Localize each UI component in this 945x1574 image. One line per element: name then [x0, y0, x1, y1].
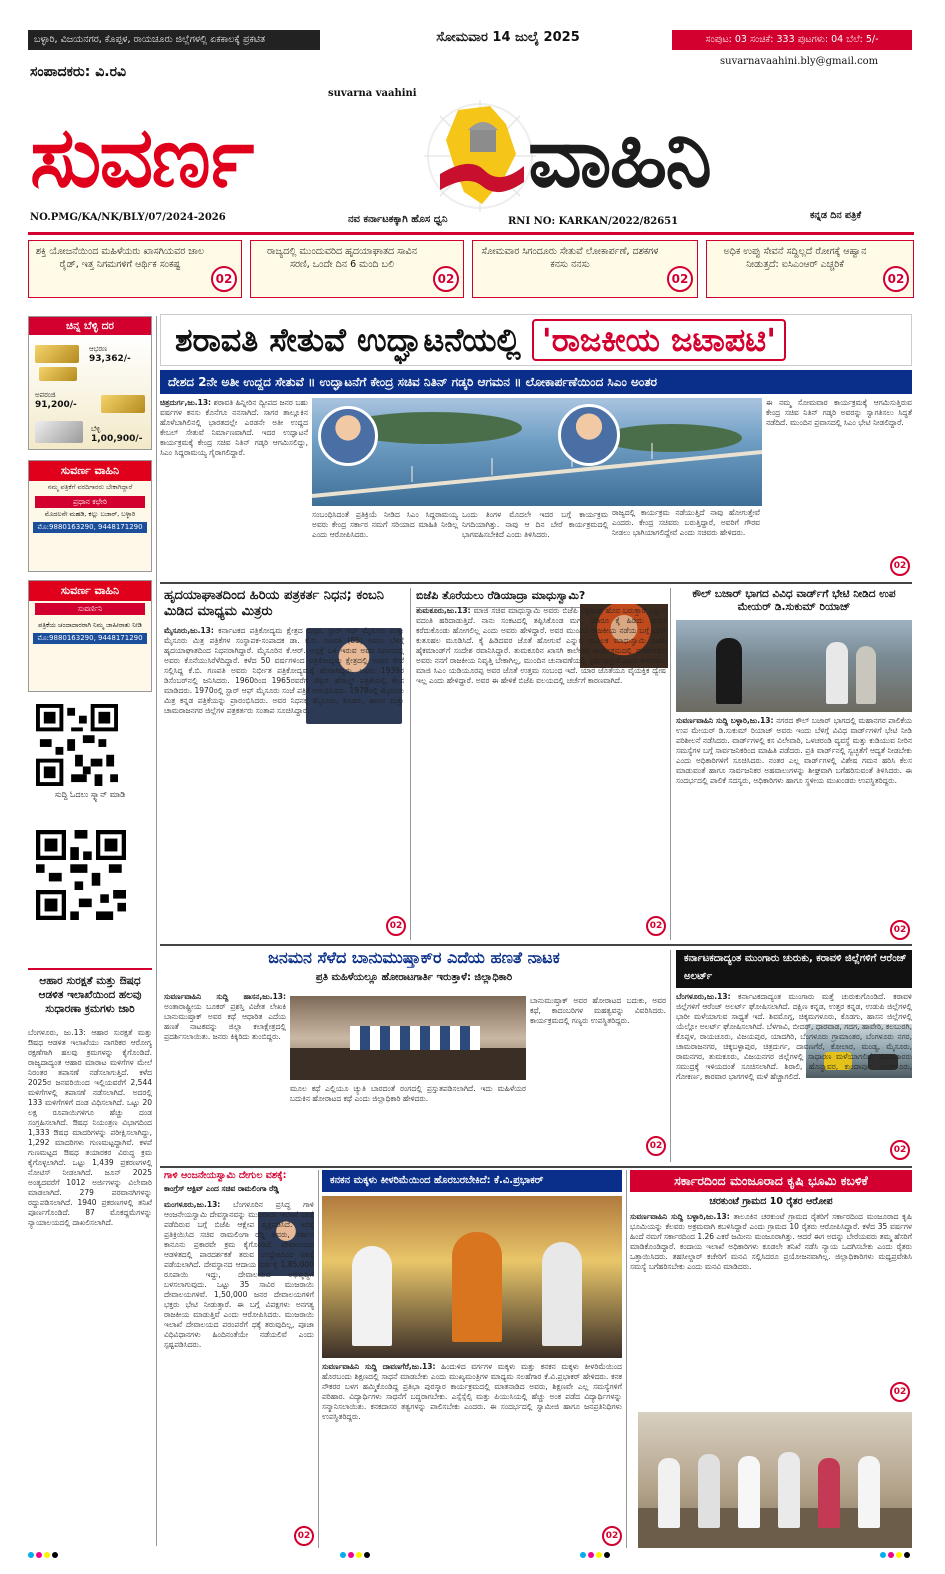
story8-headline[interactable]: ಸರ್ಕಾರದಿಂದ ಮಂಜೂರಾದ ಕೃಷಿ ಭೂಮಿ ಕಬಳಿಕೆ: [630, 1170, 912, 1192]
column-divider: [626, 1170, 627, 1548]
ward-visit-photo: [676, 620, 912, 712]
gold-bar-icon: [35, 345, 79, 363]
story4-body-col3: ಬಾನುಮುಷ್ತಾಕ್ ಅವರ ಹೋರಾಟದ ಬದುಕು, ಅವರ ಕಥೆ, ಕಾದಂಬರಿಗಳ ಮಹತ್ವವನ್ನು ವಿವರಿಸಿದರು. ಕಾರ್ಯಕ್ರಮದಲ್ಲಿ ಗಣ್ಯರು ಉಪಸ್ಥಿತರಿದ್ದರು.: [530, 996, 666, 1025]
gold-bar-icon: [101, 395, 145, 413]
story3-page-number: 02: [890, 920, 910, 940]
lead-body-col4: [612, 398, 760, 578]
ad-label: ಪ್ರಧಾನ ಕಛೇರಿ: [35, 496, 145, 508]
teaser-text: ಶಕ್ತಿ ಯೋಜನೆಯಿಂದ ಮಹಿಳೆಯರು ಖಾಸಗಿಯವರ ಜಾಲ ರೈಡ್, ಇತ್ತ ನಿಗಮಗಳಿಗೆ ಆರ್ಥಿಕ ಸಂಕಷ್ಟ: [35, 246, 205, 270]
contact-email[interactable]: suvarnavaahini.bly@gmail.com: [720, 56, 879, 67]
farmers-group-photo: [638, 1412, 912, 1548]
gold-22k-label: ಆಭರಣ: [89, 345, 108, 353]
story6-page-number: 02: [294, 1526, 314, 1546]
sidebar-headline[interactable]: ಆಹಾರ ಸುರಕ್ಷತೆ ಮತ್ತು ಔಷಧ ಆಡಳಿತ ಇಲಾಖೆಯಿಂದ ಹಲವು ಸುಧಾರಣಾ ಕ್ರಮಗಳು ಜಾರಿ: [28, 968, 152, 1016]
lead-body-text: ರಾಜ್ಯದಲ್ಲಿ ಕಾರ್ಯಕ್ರಮ ನಡೆಯುತ್ತಿದೆ ನಾವು ಹೋಗುತ್ತೇವೆ ಎಂದರು. ಕೇಂದ್ರ ಸಚಿವರು ಬರುತ್ತಿದ್ದಾರೆ, ಅವರಿಗೆ ಗೌರವ ನೀಡಲು ಭಾಗಿಯಾಗಲಿದ್ದೇವೆ ಎಂದು ಸಚಿವರು ಹೇಳಿದರು.: [612, 508, 760, 537]
story8-text: ತಾಲೂಕಿನ ಚರಕುಂಟೆ ಗ್ರಾಮದ ರೈತರಿಗೆ ಸರ್ಕಾರದಿಂದ ಮಂಜೂರಾದ ಕೃಷಿ ಭೂಮಿಯನ್ನು ಕೆಲವರು ಅಕ್ರಮವಾಗಿ ಕಬಳಿಸಿದ್ದಾರೆ ಎಂದು ಗ್ರಾಮದ 10 ರೈತರು ಆರೋಪಿಸಿದ್ದಾರೆ. ಕಳೆದ 35 ವರ್ಷಗಳ ಹಿಂದೆ ನಮಗೆ ಸರ್ಕಾರದಿಂದ 1.26 ಎಕರೆ ಜಮೀನು ಮಂಜೂರಾಗಿತ್ತು. ಆದರೆ ಈಗ ಅದನ್ನು ಬೇರೆಯವರು ತಮ್ಮ ಹೆಸರಿಗೆ ಮಾಡಿಕೊಂಡಿದ್ದಾರೆ. ಕಂದಾಯ ಇಲಾಖೆ ಅಧಿಕಾರಿಗಳು ಕೂಡಲೇ ತನಿಖೆ ನಡೆಸಿ ನ್ಯಾಯ ಒದಗಿಸಬೇಕು ಎಂದು ರೈತರು ಒತ್ತಾಯಿಸಿದರು. ತಹಸೀಲ್ದಾರ್ ಕಚೇರಿಗೆ ಮನವಿ ಸಲ್ಲಿಸಿದರೂ ಪ್ರಯೋಜನವಾಗಿಲ್ಲ. ಜಿಲ್ಲಾಧಿಕಾರಿಗಳು ಮಧ್ಯಪ್ರವೇಶಿಸಿ ಸಮಸ್ಯೆ ಬಗೆಹರಿಸಬೇಕು ಎಂದು ಮನವಿ ಮಾಡಿದರು.: [630, 1212, 912, 1271]
brand-small: suvarna vaahini: [328, 88, 417, 99]
lead-subhead: ದೇಶದ 2ನೇ ಅತೀ ಉದ್ದದ ಸೇತುವೆ ॥ ಉದ್ಘಾಟನೆಗೆ ಕೇಂದ್ರ ಸಚಿವ ನಿತಿನ್ ಗಡ್ಕರಿ ಆಗಮನ ॥ ಲೋಕಾರ್ಪಣೆಯಿಂದ ಸಿಎಂ ಅಂತರ: [160, 370, 912, 394]
story7-headline[interactable]: ಕನಕನ ಮಕ್ಕಳು ಕೀಳರಿಮೆಯಿಂದ ಹೊರಬರಬೇಕಿದೆ: ಕೆ.ವಿ.ಪ್ರಭಾಕರ್: [322, 1170, 622, 1192]
story5-page-number: 02: [890, 1140, 910, 1160]
rni-number: RNI NO: KARKAN/2022/82651: [508, 216, 679, 227]
karnataka-map-emblem-icon: [420, 96, 540, 216]
qr-code-icon[interactable]: [36, 704, 118, 786]
story7-dateline: ಸುವರ್ಣವಾಹಿನಿ ಸುದ್ದಿ ದಾವಣಗೆರೆ,ಜು.13:: [322, 1362, 436, 1371]
story4-subheadline: ಪ್ರತಿ ಮಹಿಳೆಯಲ್ಲೂ ಹೋರಾಟಗಾರ್ತಿ ಇರುತ್ತಾಳೆ: ಜಿಲ್ಲಾಧಿಕಾರಿ: [315, 972, 513, 983]
teaser-4[interactable]: [706, 240, 914, 298]
gold-rates-body: [29, 335, 151, 450]
teaser-text: ರಾಜ್ಯದಲ್ಲಿ ಮುಂದುವರಿದ ಹೃದಯಾಘಾತದ ಸಾವಿನ ಸರಣಿ, ಒಂದೇ ದಿನ 6 ಮಂದಿ ಬಲಿ: [267, 246, 417, 270]
ad-logo: ಸುವರ್ಣ ವಾಹಿನಿ: [29, 461, 151, 481]
story8-dateline: ಸುವರ್ಣವಾಹಿನಿ ಸುದ್ದಿ ಬಳ್ಳಾರಿ,ಜು.13:: [630, 1212, 730, 1221]
story1-dateline: ಮೈಸೂರು,ಜು.13:: [164, 626, 214, 635]
story3-headline[interactable]: ಕೌಲ್ ಬಜಾರ್ ಭಾಗದ ವಿವಿಧ ವಾರ್ಡ್‌ಗೆ ಭೇಟಿ ನೀಡಿದ ಉಪ ಮೇಯರ್ ಡಿ.ಸುಕುಮ್ ರಿಯಾಜ್: [692, 588, 896, 613]
story2-headline[interactable]: ಬಿಜೆಪಿ ತೊರೆಯಲು ರೆಡಿಯಾದ್ರಾ ಮಾಧುಸ್ವಾಮಿ?: [416, 588, 666, 608]
registration-number: NO.PMG/KA/NK/BLY/07/2024-2026: [30, 212, 226, 223]
teaser-page-number: 02: [883, 266, 909, 292]
ad-logo: ಸುವರ್ಣ ವಾಹಿನಿ: [29, 581, 151, 601]
registration-marks: [880, 1552, 910, 1560]
cm-portrait: [558, 404, 620, 466]
qr-caption: ಸುದ್ದಿ ಓದಲು ಸ್ಕ್ಯಾನ್ ಮಾಡಿ: [54, 790, 126, 799]
story1-page-number: 02: [386, 916, 406, 936]
drama-event-photo: [290, 996, 526, 1080]
masthead-title-right: ವಾಹಿನಿ: [528, 107, 710, 206]
column-divider: [318, 1170, 319, 1548]
column-divider: [670, 950, 671, 1162]
story4-headline[interactable]: ಜನಮನ ಸೆಳೆದ ಬಾನುಮುಷ್ತಾಕ್‌ರ ಎದೆಯ ಹಣತೆ ನಾಟಕ: [268, 948, 560, 967]
story1-text: ಕರ್ನಾಟಕದ ಪತ್ರಿಕೋದ್ಯಮ ಕ್ಷೇತ್ರದ ದಿಗ್ಗಜ, ಸ್ಟಾರ್ ಆಫ್ ಮೈಸೂರು ಮತ್ತು ಮೈಸೂರು ಮಿತ್ರ ಪತ್ರಿಕೆಗಳ ಸಂಸ್ಥಾಪಕ-ಸಂಪಾದಕ ಡಾ. ಕೆ.ಬಿ. ಗಣಪತಿ (85) ಅವರು ಬೆಳಿಗ್ಗೆ ಹೃದಯಾಘಾತದಿಂದ ನಿಧನರಾಗಿದ್ದಾರೆ. ಮೈಸೂರಿನ ಕೆ.ಆರ್. ಆಸ್ಪತ್ರೆ ಬಳಿ ಇರುವ ಅವರ ನಿವಾಸದಲ್ಲಿ ಅವರು ಕೊನೆಯುಸಿರೆಳೆದಿದ್ದಾರೆ. ಕಳೆದ 50 ವರ್ಷಗಳಿಂದ ಪತ್ರಿಕೋದ್ಯಮ ಕ್ಷೇತ್ರದಲ್ಲಿ ಅಪಾರ ಸೇವೆ ಸಲ್ಲಿಸಿದ್ದ ಕೆ.ಬಿ. ಗಣಪತಿ ಅವರು ನಿರ್ಭೀತ ಪತ್ರಿಕೋದ್ಯಮಕ್ಕೆ ಹೆಸರಾಗಿದ್ದರು. ಅವರು 1939ರ ಡಿಸೆಂಬರ್‌ನಲ್ಲಿ ಜನಿಸಿದರು. 1960ರಿಂದ 1965ರವರೆಗೆ ಡೆಕ್ಕನ್ ಹೆರಾಲ್ಡ್ ಪತ್ರಿಕೆಯಲ್ಲಿ ಕೆಲಸ ಮಾಡಿದರು. 1970ರಲ್ಲಿ ಸ್ಟಾರ್ ಆಫ್ ಮೈಸೂರು ಸಂಜೆ ಪತ್ರಿಕೆ ಆರಂಭಿಸಿದರು. 1978ರಲ್ಲಿ ಮೈಸೂರು ಮಿತ್ರ ಕನ್ನಡ ಪತ್ರಿಕೆಯನ್ನು ಪ್ರಾರಂಭಿಸಿದರು. ಅವರ ನಿಧನಕ್ಕೆ ಮೈಸೂರು, ಕೊಡಗು, ಹಾಸನ ಮತ್ತು ಚಾಮರಾಜನಗರ ಜಿಲ್ಲೆಗಳ ಪತ್ರಕರ್ತರು ಸಂತಾಪ ಸೂಚಿಸಿದ್ದಾರೆ.: [164, 626, 404, 715]
story4-page-number: 02: [646, 1136, 666, 1156]
story6-body: [164, 1200, 314, 1548]
gold-24k-price: ಅಪರಂಜಿ 91,200/-: [35, 391, 77, 410]
story6-dateline: ಮಂಗಳೂರು,ಜು.13:: [164, 1200, 221, 1209]
lead-headline-highlight: 'ರಾಜಕೀಯ ಜಟಾಪಟಿ': [532, 319, 786, 361]
story4-body-col1: [164, 992, 286, 1162]
story2-body: [416, 606, 666, 940]
qr-code-icon[interactable]: [36, 830, 126, 920]
ad-subtitle: ನಮ್ಮ ಪತ್ರಿಕೆಗೆ ವರದಿಗಾರರು ಬೇಕಾಗಿದ್ದಾರೆ: [47, 483, 133, 491]
lead-headline[interactable]: [160, 314, 912, 366]
story2-dateline: ತುಮಕೂರು,ಜು.13:: [416, 606, 471, 615]
award-event-photo: [322, 1196, 622, 1358]
story4-body-col2: ಮೂಲ ಕಥೆ ಎಲ್ಲಿಯೂ ಚ್ಯುತಿ ಬಾರದಂತೆ ರಂಗದಲ್ಲಿ ಪ್ರಸ್ತುತಪಡಿಸಲಾಗಿದೆ. ಇದು ಮಹಿಳೆಯರ ಬದುಕಿನ ಹೋರಾಟದ ಕಥೆ ಎಂದು ಜಿಲ್ಲಾಧಿಕಾರಿ ಹೇಳಿದರು.: [290, 1084, 526, 1103]
story2-text: ಮಾಜಿ ಸಚಿವ ಮಾಧುಸ್ವಾಮಿ ಅವರು ಬಿಜೆಪಿ ಪಕ್ಷದಿಂದ ಹೊರ ಬರುತ್ತಾರೆ ಎನ್ನುವ ವದಂತಿ ಹರಿದಾಡುತ್ತಿದೆ. ನಾನು ಸಂಕಟದಲ್ಲಿ ತಪ್ಪಿಸಿಕೊಂಡ ಮಗ, ಯಾರೂ ಕೈ ಹಿಡಿದು ಮನೆಗೆ ಕರೆದುಕೊಂಡು ಹೋಗಲಿಲ್ಲ ಎಂದು ಅವರು ಹೇಳಿದ್ದಾರೆ. ಅವರ ಮುಂದಿನ ರಾಜಕೀಯ ನಡೆಯ ಬಗ್ಗೆ ಭಾರೀ ಕುತೂಹಲ ಮೂಡಿಸಿದೆ. ಕೈ ಹಿಡಿದವರ ಜೊತೆ ಹೋಗುವೆ ಎನ್ನುವ ಮೂಲಕ ಮಾಧುಸ್ವಾಮಿ ಬಿಜೆಪಿ ಹೈಕಮಾಂಡ್‌ಗೆ ಸಂದೇಶ ರವಾನಿಸಿದ್ದಾರೆ. ತುಮಕೂರಿನ ಖಾಸಗಿ ಕಾಲೇಜಿನ ಕಾರ್ಯಕ್ರಮದಲ್ಲಿ ಮಾತನಾಡಿದ ಅವರು ನನಗೆ ರಾಜಕೀಯ ನಿವೃತ್ತಿ ಬೇಕಾಗಿಲ್ಲ, ಮುಂದಿನ ಚುನಾವಣೆಯಲ್ಲಿ ಸ್ಪರ್ಧಿಸುತ್ತೇನೆ ಎಂದು ತಿಳಿಸಿದರು. ಮಾಜಿ ಸಿಎಂ ಯಡಿಯೂರಪ್ಪ ಅವರ ಜೊತೆ ಉತ್ತಮ ಸಂಬಂಧ ಇದೆ. ಯಾರ ಜೊತೆಯೂ ವೈಯಕ್ತಿಕ ದ್ವೇಷ ಇಲ್ಲ ಎಂದು ಹೇಳಿದ್ದಾರೆ. ಅವರ ಈ ಹೇಳಿಕೆ ಬಿಜೆಪಿ ವಲಯದಲ್ಲಿ ಚರ್ಚೆಗೆ ಕಾರಣವಾಗಿದೆ.: [416, 606, 666, 685]
issue-info: ಸಂಪುಟ: 03 ಸಂಚಿಕೆ: 333 ಪುಟಗಳು: 04 ಬೆಲೆ: 5/-: [672, 30, 912, 50]
story3-dateline: ಸುವರ್ಣವಾಹಿನಿ ಸುದ್ದಿ ಬಳ್ಳಾರಿ,ಜು.13:: [676, 716, 774, 725]
ad-text: ಪತ್ರಿಕೆಯ ಚಂದಾದಾರರಾಗಿ ನಿಮ್ಮ ಜಾಹೀರಾತು ನೀಡಿ: [38, 621, 142, 629]
story7-text: ಹಿಂದುಳಿದ ವರ್ಗಗಳ ಮಕ್ಕಳು ಮತ್ತು ಕನಕನ ಮಕ್ಕಳು ಕೀಳರಿಮೆಯಿಂದ ಹೊರಬಂದು ಶಿಕ್ಷಣದಲ್ಲಿ ಸಾಧನೆ ಮಾಡಬೇಕು ಎಂದು ಮುಖ್ಯಮಂತ್ರಿಗಳ ಮಾಧ್ಯಮ ಸಲಹೆಗಾರ ಕೆ.ವಿ.ಪ್ರಭಾಕರ್ ಹೇಳಿದರು. ಕನಕ ನೌಕರರ ಬಳಗ ಹಮ್ಮಿಕೊಂಡಿದ್ದ ಪ್ರತಿಭಾ ಪುರಸ್ಕಾರ ಕಾರ್ಯಕ್ರಮದಲ್ಲಿ ಮಾತನಾಡಿದ ಅವರು, ಶಿಕ್ಷಣವೇ ಎಲ್ಲ ಸಮಸ್ಯೆಗಳಿಗೆ ಪರಿಹಾರ. ವಿದ್ಯಾರ್ಥಿಗಳು ಸಾಧನೆಗೆ ಬದ್ಧರಾಗಬೇಕು. ಎಸ್ಸೆಸ್ಸೆಲ್ಸಿ ಮತ್ತು ಪಿಯುಸಿಯಲ್ಲಿ ಹೆಚ್ಚು ಅಂಕ ಪಡೆದ ವಿದ್ಯಾರ್ಥಿಗಳನ್ನು ಸನ್ಮಾನಿಸಲಾಯಿತು. ಕನಕದಾಸರ ತತ್ವಗಳನ್ನು ಪಾಲಿಸಬೇಕು ಎಂದರು. ಈ ಸಂದರ್ಭದಲ್ಲಿ ಸ್ವಾಮೀಜಿ ಹಾಗೂ ಜನಪ್ರತಿನಿಧಿಗಳು ಉಪಸ್ಥಿತರಿದ್ದರು.: [322, 1362, 622, 1421]
story5-body: [676, 992, 912, 1162]
story5-text: ಕರ್ನಾಟಕದಾದ್ಯಂತ ಮುಂಗಾರು ಮತ್ತೆ ಚುರುಕುಗೊಂಡಿದೆ. ಕರಾವಳಿ ಜಿಲ್ಲೆಗಳಿಗೆ ಆರೆಂಜ್ ಅಲರ್ಟ್ ಘೋಷಿಸಲಾಗಿದೆ. ದಕ್ಷಿಣ ಕನ್ನಡ, ಉತ್ತರ ಕನ್ನಡ, ಉಡುಪಿ ಜಿಲ್ಲೆಗಳಲ್ಲಿ ಭಾರೀ ಮಳೆಯಾಗುವ ಸಾಧ್ಯತೆ ಇದೆ. ಶಿವಮೊಗ್ಗ, ಚಿಕ್ಕಮಗಳೂರು, ಕೊಡಗು, ಹಾಸನ ಜಿಲ್ಲೆಗಳಲ್ಲಿ ಯೆಲ್ಲೋ ಅಲರ್ಟ್ ಘೋಷಿಸಲಾಗಿದೆ. ಬೆಳಗಾವಿ, ಬೀದರ್, ಧಾರವಾಡ, ಗದಗ, ಹಾವೇರಿ, ಕಲಬುರಗಿ, ಕೊಪ್ಪಳ, ರಾಯಚೂರು, ವಿಜಯಪುರ, ಯಾದಗಿರಿ, ಬೆಂಗಳೂರು ಗ್ರಾಮಾಂತರ, ಬೆಂಗಳೂರು ನಗರ, ಚಾಮರಾಜನಗರ, ಚಿಕ್ಕಬಳ್ಳಾಪುರ, ಚಿತ್ರದುರ್ಗ, ದಾವಣಗೆರೆ, ಕೋಲಾರ, ಮಂಡ್ಯ, ಮೈಸೂರು, ರಾಮನಗರ, ತುಮಕೂರು, ವಿಜಯನಗರ ಜಿಲ್ಲೆಗಳಲ್ಲಿ ಸಾಧಾರಣ ಮಳೆಯಾಗಲಿದೆ. ಮೀನುಗಾರರು ಸಮುದ್ರಕ್ಕೆ ಇಳಿಯದಂತೆ ಸೂಚಿಸಲಾಗಿದೆ. ಶಿರಾಲಿ, ಹೊನ್ನಾವರ, ಕುಂದಾಪುರ, ಮಂಗಳೂರು, ಗೋಕರ್ಣ, ಕಾರವಾರ ಭಾಗಗಳಲ್ಲಿ ಮಳೆ ಹೆಚ್ಚಾಗಲಿದೆ.: [676, 992, 912, 1081]
story2-page-number: 02: [646, 916, 666, 936]
section-divider: [160, 582, 912, 584]
teaser-2[interactable]: [250, 240, 464, 298]
lead-body-text: ಶರಾವತಿ ಹಿನ್ನೀರಿನ ದ್ವೀಪದ ಜನರ ಬಹು ವರ್ಷಗಳ ಕನಸು ಕೊನೆಗೂ ನನಸಾಗಿದೆ. ಸಾಗರ ತಾಲ್ಲೂಕಿನ ಹೊಳೆಬಾಗಿಲಿನಲ್ಲಿ ಭಾರತದಲ್ಲೇ ಎರಡನೇ ಅತೀ ಉದ್ದದ ಕೇಬಲ್ ಸೇತುವೆ ನಿರ್ಮಾಣವಾಗಿದೆ. ಇದರ ಉದ್ಘಾಟನೆ ಕಾರ್ಯಕ್ರಮಕ್ಕೆ ಕೇಂದ್ರ ಸಚಿವ ನಿತಿನ್ ಗಡ್ಕರಿ ಆಗಮಿಸಲಿದ್ದು, ಸಿಎಂ ಸಿದ್ದರಾಮಯ್ಯ ಗೈರಾಗಲಿದ್ದಾರೆ.: [160, 398, 308, 457]
gold-24k-label: ಅಪರಂಜಿ: [35, 391, 56, 399]
story7-page-number: 02: [602, 1526, 622, 1546]
registration-marks: [340, 1552, 370, 1560]
teaser-page-number: 02: [433, 266, 459, 292]
story7-body: [322, 1362, 622, 1548]
regions-strip: ಬಳ್ಳಾರಿ, ವಿಜಯನಗರ, ಕೊಪ್ಪಳ, ರಾಯಚೂರು ಜಿಲ್ಲೆಗಳಲ್ಲಿ ಏಕಕಾಲಕ್ಕೆ ಪ್ರಕಟಿತ: [28, 30, 320, 50]
section-divider: [160, 944, 912, 946]
teaser-1[interactable]: [28, 240, 242, 298]
ad-label: ಸುವರ್ಣಿನಿ: [35, 603, 145, 615]
gold-rates-title: ಚಿನ್ನ ಬೆಳ್ಳಿ ದರ: [29, 317, 151, 335]
lead-body-col1: [160, 398, 308, 578]
gold-silver-rates: [28, 316, 152, 450]
registration-marks: [580, 1552, 610, 1560]
lead-page-number: 02: [890, 556, 910, 576]
lead-body-col5: ಈ ನಮ್ಮ ಸೋಮವಾರ ಕಾರ್ಯಕ್ರಮಕ್ಕೆ ಆಗಮಿಸುತ್ತಿರುವ ಕೇಂದ್ರ ಸಚಿವ ನಿತಿನ್ ಗಡ್ಕರಿ ಅವರನ್ನು ಸ್ವಾಗತಿಸಲು ಸಿದ್ಧತೆ ನಡೆದಿದೆ. ಮುಂದಿನ ಪ್ರವಾಸದಲ್ಲಿ ಸಿಎಂ ಭೇಟಿ ನೀಡಲಿದ್ದಾರೆ.: [766, 398, 912, 427]
story6-text: ಬೆಂಗಳೂರಿನ ಪ್ರಸಿದ್ಧ ಗಾಳಿ ಆಂಜನೇಯಸ್ವಾಮಿ ದೇವಸ್ಥಾನವನ್ನು ಮುಜರಾಯಿ ಇಲಾಖೆ ವಶಕ್ಕೆ ಪಡೆದಿರುವ ಬಗ್ಗೆ ಬಿಜೆಪಿ ಆಕ್ಷೇಪ ವ್ಯಕ್ತಪಡಿಸಿದೆ. ಇದಕ್ಕೆ ಪ್ರತಿಕ್ರಿಯಿಸಿದ ಸಚಿವ ರಾಮಲಿಂಗಾ ರೆಡ್ಡಿ ಅವರು, ಸರ್ಕಾರ ಕಾನೂನು ಪ್ರಕಾರವೇ ಕ್ರಮ ಕೈಗೊಂಡಿದೆ. ದೇವಾಲಯದ ಆಡಳಿತದಲ್ಲಿ ಪಾರದರ್ಶಕತೆ ತರುವ ಉದ್ದೇಶದಿಂದ ವಶಕ್ಕೆ ಪಡೆಯಲಾಗಿದೆ. ದೇವಸ್ಥಾನದ ಆದಾಯ ವರ್ಷಕ್ಕೆ 1,85,000 ರೂಪಾಯಿ ಇದ್ದು, ದೇವಾಲಯದ ಅಭಿವೃದ್ಧಿಗೆ ಬಳಸಲಾಗುವುದು. ಒಟ್ಟು 35 ಸಾವಿರ ಮುಜರಾಯಿ ದೇವಾಲಯಗಳಿವೆ. 1,50,000 ಜನರ ದೇವಾಲಯಗಳಿಗೆ ಭಕ್ತರು ಭೇಟಿ ನೀಡುತ್ತಾರೆ. ಈ ಬಗ್ಗೆ ವಿಪಕ್ಷಗಳು ಅನಗತ್ಯ ರಾಜಕೀಯ ಮಾಡುತ್ತಿವೆ ಎಂದು ಆರೋಪಿಸಿದರು. ಮುಜರಾಯಿ ಇಲಾಖೆ ದೇವಾಲಯದ ಪರಂಪರೆಗೆ ಧಕ್ಕೆ ತರುವುದಿಲ್ಲ, ಪೂಜಾ ವಿಧಿವಿಧಾನಗಳು ಹಿಂದಿನಂತೆಯೇ ನಡೆಯಲಿವೆ ಎಂದು ಸ್ಪಷ್ಟಪಡಿಸಿದರು.: [164, 1200, 314, 1349]
story4-dateline: ಸುವರ್ಣವಾಹಿನಿ ಸುದ್ದಿ ಹಾಸನ,ಜು.13:: [164, 992, 286, 1001]
story8-body: [630, 1212, 912, 1408]
masthead-rule: [28, 232, 914, 235]
story8-page-number: 02: [890, 1382, 910, 1402]
teaser-text: ಸೋಮವಾರ ಸಿಗಂದೂರು ಸೇತುವೆ ಲೋಕಾರ್ಪಣೆ, ದಶಕಗಳ ಕನಸು ನನಸು: [481, 246, 659, 270]
editor-name: ಸಂಪಾದಕರು: ವಿ.ರವಿ: [30, 64, 127, 80]
gold-22k-price: ಆಭರಣ 93,362/-: [89, 345, 131, 364]
teaser-3[interactable]: [472, 240, 698, 298]
lead-dateline: ಚಿತ್ರದುರ್ಗ,ಜು.13:: [160, 398, 212, 407]
story5-headline[interactable]: ಕರ್ನಾಟಕದಾದ್ಯಂತ ಮುಂಗಾರು ಚುರುಕು, ಕರಾವಳಿ ಜಿಲ್ಲೆಗಳಿಗೆ ಆರೆಂಜ್ ಅಲರ್ಟ್: [676, 950, 912, 988]
story5-dateline: ಬೆಂಗಳೂರು,ಜು.13:: [676, 992, 731, 1001]
tagline: ನವ ಕರ್ನಾಟಕಕ್ಕಾಗಿ ಹೊಸ ಧ್ವನಿ: [348, 214, 448, 225]
gold-bar-icon: [39, 367, 77, 381]
story3-body: [676, 716, 912, 940]
teaser-page-number: 02: [211, 266, 237, 292]
silver-label: ಬೆಳ್ಳಿ: [91, 425, 101, 433]
ad-address: ಮೊದಲನೇ ಮಹಡಿ, ಕಲ್ಲು ಬಜಾರ್, ಬಳ್ಳಾರಿ: [44, 510, 136, 518]
issue-date: ಸೋಮವಾರ 14 ಜುಲೈ 2025: [436, 30, 580, 45]
lead-body-col3: ಒಂದು ತಿಂಗಳ ಮೊದಲೇ ಇದರ ಬಗ್ಗೆ ಕಾರ್ಯಕ್ರಮ ನಿಗದಿಯಾಗಿತ್ತು. ನಾವು ಆ ದಿನ ಬೇರೆ ಕಾರ್ಯಕ್ರಮದಲ್ಲಿ ಭಾಗವಹಿಸಬೇಕಿದೆ ಎಂದು ತಿಳಿಸಿದರು.: [462, 510, 608, 539]
masthead-title-left: ಸುವರ್ಣ: [30, 107, 253, 206]
gadkari-portrait: [318, 406, 378, 466]
lead-body-col2: ಸಂಬಂಧಿಸಿದಂತೆ ಪ್ರತಿಕ್ರಿಯೆ ನೀಡಿದ ಸಿಎಂ ಸಿದ್ದರಾಮಯ್ಯ ಅವರು ಕೇಂದ್ರ ಸರ್ಕಾರ ನಮಗೆ ಸರಿಯಾದ ಮಾಹಿತಿ ನೀಡಿಲ್ಲ ಎಂದು ಆರೋಪಿಸಿದರು.: [312, 510, 458, 539]
story1-headline[interactable]: ಹೃದಯಾಘಾತದಿಂದ ಹಿರಿಯ ಪತ್ರಕರ್ತ ನಿಧನ; ಕಂಬನಿ ಮಿಡಿದ ಮಾಧ್ಯಮ ಮಿತ್ರರು: [164, 588, 384, 619]
teaser-text: ಅಧಿಕ ಉಪ್ಪು ಸೇವನೆ ಸದ್ದಿಲ್ಲದೆ ರೋಗಕ್ಕೆ ಆಹ್ವಾನ ನೀಡುತ್ತದೆ: ಐಸಿಎಂಆರ್ ಎಚ್ಚರಿಕೆ: [723, 246, 867, 270]
story3-text: ನಗರದ ಕೌಲ್ ಬಜಾರ್ ಭಾಗದಲ್ಲಿ ಮಹಾನಗರ ಪಾಲಿಕೆಯ ಉಪ ಮೇಯರ್ ಡಿ.ಸುಕುಮ್ ರಿಯಾಜ್ ಅವರು ಇಂದು ಬೆಳಿಗ್ಗೆ ವಿವಿಧ ವಾರ್ಡ್‌ಗಳಿಗೆ ಭೇಟಿ ನೀಡಿ ಪರಿಶೀಲನೆ ನಡೆಸಿದರು. ವಾರ್ಡ್‌ಗಳಲ್ಲಿ ಕಸ ವಿಲೇವಾರಿ, ಒಳಚರಂಡಿ ವ್ಯವಸ್ಥೆ ಮತ್ತು ಕುಡಿಯುವ ನೀರಿನ ಸಮಸ್ಯೆಗಳ ಬಗ್ಗೆ ಸಾರ್ವಜನಿಕರಿಂದ ಮಾಹಿತಿ ಪಡೆದರು. ಪ್ರತಿ ವಾರ್ಡ್‌ನಲ್ಲಿ ಸ್ವಚ್ಛತೆಗೆ ಆದ್ಯತೆ ನೀಡಬೇಕು ಎಂದು ಅಧಿಕಾರಿಗಳಿಗೆ ಸೂಚಿಸಿದರು. ನಂತರ ಎಲ್ಲ ವಾರ್ಡ್‌ಗಳಲ್ಲಿ ವಿಶೇಷ ಗಮನ ಹರಿಸಿ ಕೆಲಸ ಮಾಡುವಂತೆ ಹಾಗೂ ಸಾರ್ವಜನಿಕರ ಅಹವಾಲುಗಳನ್ನು ಶೀಘ್ರವಾಗಿ ಬಗೆಹರಿಸುವಂತೆ ತಿಳಿಸಿದರು. ಈ ಸಂದರ್ಭದಲ್ಲಿ ಪಾಲಿಕೆ ಸದಸ್ಯರು, ಅಧಿಕಾರಿಗಳು ಹಾಗೂ ಸ್ಥಳೀಯ ಮುಖಂಡರು ಉಪಸ್ಥಿತರಿದ್ದರು.: [676, 716, 912, 785]
story8-subheadline: ಚರಕುಂಟೆ ಗ್ರಾಮದ 10 ರೈತರ ಆರೋಪ: [709, 1196, 833, 1207]
daily-label: ಕನ್ನಡ ದಿನ ಪತ್ರಿಕೆ: [810, 210, 862, 221]
story6-subheadline: ಕಾಂಗ್ರೆಸ್ ಆಕ್ಟಿವ್ ಎಂದ ಸಚಿವ ರಾಮಲಿಂಗಾ ರೆಡ್ಡಿ: [164, 1184, 279, 1193]
registration-marks: [28, 1552, 58, 1560]
silver-price: ಬೆಳ್ಳಿ 1,00,900/-: [91, 425, 143, 444]
office-ad[interactable]: [28, 460, 152, 572]
lead-headline-main: ಶರಾವತಿ ಸೇತುವೆ ಉದ್ಘಾಟನೆಯಲ್ಲಿ: [175, 321, 521, 359]
subscription-ad[interactable]: [28, 580, 152, 692]
story1-body: [164, 626, 404, 940]
ad-phone[interactable]: ಮೊ:9880163290, 9448171290: [33, 633, 147, 644]
column-divider: [670, 588, 671, 940]
section-divider: [160, 1166, 912, 1168]
story4-text: ಅಂತಾರಾಷ್ಟ್ರೀಯ ಬೂಕರ್ ಪ್ರಶಸ್ತಿ ವಿಜೇತ ಲೇಖಕಿ ಬಾನುಮುಷ್ತಾಕ್ ಅವರ ಕಥೆ ಆಧಾರಿತ ಎದೆಯ ಹಣತೆ ನಾಟಕವನ್ನು ಜಿಲ್ಲಾ ಕಲಾಕ್ಷೇತ್ರದಲ್ಲಿ ಪ್ರದರ್ಶಿಸಲಾಯಿತು. ಜನರು ಕಿಕ್ಕಿರಿದು ತುಂಬಿದ್ದರು.: [164, 1002, 286, 1041]
silver-bar-icon: [35, 421, 83, 443]
teaser-page-number: 02: [667, 266, 693, 292]
sidebar-body: ಬೆಂಗಳೂರು, ಜು.13: ಆಹಾರ ಸುರಕ್ಷತೆ ಮತ್ತು ಔಷಧ ಆಡಳಿತ ಇಲಾಖೆಯು ನಾಗರಿಕರ ಆರೋಗ್ಯ ರಕ್ಷಣೆಗಾಗಿ ಹಲವು ಕ್ರಮಗಳನ್ನು ಕೈಗೊಂಡಿದೆ. ರಾಜ್ಯದಾದ್ಯಂತ ಆಹಾರ ಮಾರಾಟ ಮಳಿಗೆಗಳ ಮೇಲೆ ನಿರಂತರ ತಪಾಸಣೆ ನಡೆಸಲಾಗುತ್ತಿದೆ. ಕಳೆದ 2025ರ ಜನವರಿಯಿಂದ ಇಲ್ಲಿಯವರೆಗೆ 2,544 ಮಳಿಗೆಗಳಲ್ಲಿ ತಪಾಸಣೆ ನಡೆಸಲಾಗಿದೆ. ಅದರಲ್ಲಿ 133 ಮಳಿಗೆಗಳಿಗೆ ದಂಡ ವಿಧಿಸಲಾಗಿದೆ. ಒಟ್ಟು 20 ಲಕ್ಷ ರೂಪಾಯಿಗಳಿಗೂ ಹೆಚ್ಚು ದಂಡ ಸಂಗ್ರಹಿಸಲಾಗಿದೆ. ಔಷಧ ನಿಯಂತ್ರಣ ವಿಭಾಗದಿಂದ 1,333 ಔಷಧ ಮಾದರಿಗಳನ್ನು ಪರೀಕ್ಷಿಸಲಾಗಿದ್ದು, 1,292 ಮಾದರಿಗಳು ಗುಣಮಟ್ಟದ್ದಾಗಿವೆ. ಕಳಪೆ ಗುಣಮಟ್ಟದ ಔಷಧ ತಯಾರಕರ ವಿರುದ್ಧ ಕ್ರಮ ಕೈಗೊಳ್ಳಲಾಗಿದೆ. ಒಟ್ಟು 1,439 ಪ್ರಕರಣಗಳಲ್ಲಿ ನೋಟಿಸ್ ನೀಡಲಾಗಿದೆ. ಜೂನ್ 2025 ಅಂತ್ಯದವರೆಗೆ 1012 ಅರ್ಜಿಗಳನ್ನು ವಿಲೇವಾರಿ ಮಾಡಲಾಗಿದೆ. 279 ಪರವಾನಗಿಗಳನ್ನು ರದ್ದುಪಡಿಸಲಾಗಿದೆ. 1940 ಪ್ರಕರಣಗಳಲ್ಲಿ ತನಿಖೆ ಪೂರ್ಣಗೊಂಡಿದೆ. 87 ಮೊಕದ್ದಮೆಗಳನ್ನು ನ್ಯಾಯಾಲಯದಲ್ಲಿ ದಾಖಲಿಸಲಾಗಿದೆ.: [28, 1028, 152, 1227]
ad-phone[interactable]: ಮೊ:9880163290, 9448171290: [33, 522, 147, 533]
column-divider: [156, 316, 157, 1546]
column-divider: [410, 588, 411, 940]
story6-headline[interactable]: ಗಾಳಿ ಆಂಜನೇಯಸ್ವಾಮಿ ದೇಗುಲ ವಶಕ್ಕೆ:: [164, 1170, 287, 1181]
